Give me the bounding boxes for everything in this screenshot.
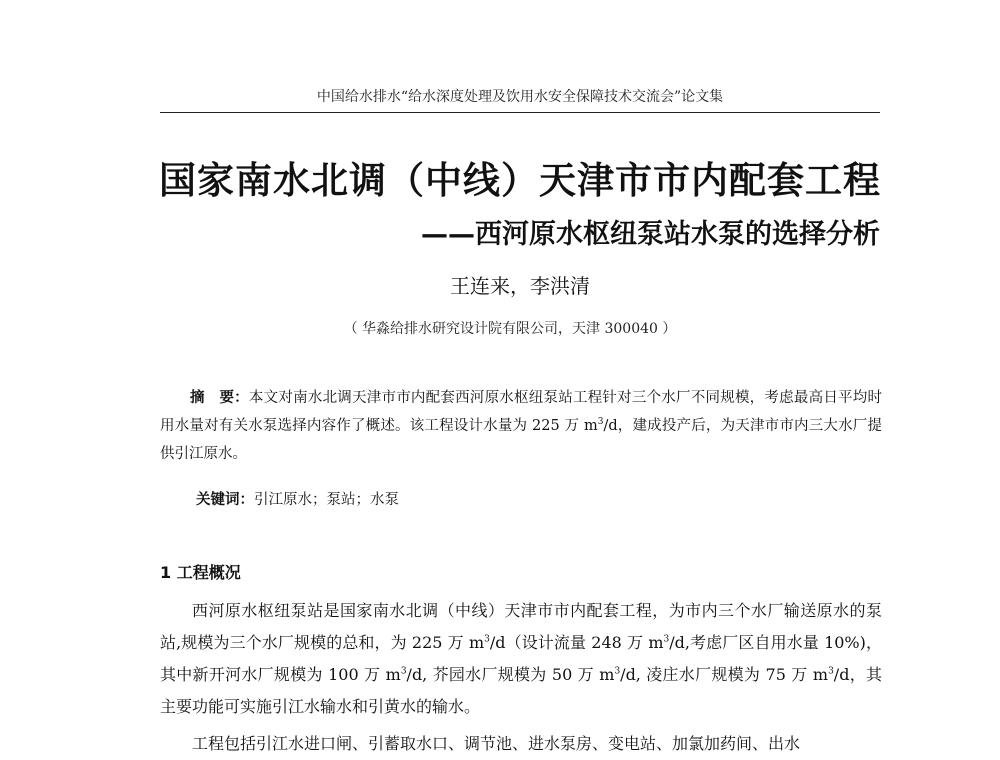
paper-subtitle: ——西河原水枢纽泵站水泵的选择分析 — [421, 219, 880, 250]
affiliation: （ 华淼给排水研究设计院有限公司，天津 300040 ） — [343, 321, 677, 337]
abstract-text-2: /d，建成投产后，为天津市市内三大水厂提供引江原水。 — [160, 418, 882, 462]
section-heading: 1 工程概况 — [160, 563, 241, 582]
abstract — [160, 384, 882, 468]
para-seg-6: /d，其主要功能可实施引江水输水和引黄水的输水。 — [160, 665, 882, 716]
abstract-sup: 3 — [597, 417, 604, 428]
keywords-label: 关键词： — [196, 492, 254, 508]
cut-off-paragraph: 工程包括引江水进口闸、引蓄取水口、调节池、进水泵房、变电站、加氯加药间、出水 — [192, 734, 801, 753]
para-seg-5: /d, 凌庄水厂规模为 75 万 m — [620, 665, 829, 684]
sup-5: 3 — [828, 666, 834, 677]
abstract-text-1: 本文对南水北调天津市市内配套西河原水枢纽泵站工程针对三个水厂不同规模，考虑最高日平均时用水量对有关水泵选择内容作了概述。该工程设计水量为 225 万 m — [160, 390, 883, 434]
section-paragraph — [160, 595, 882, 723]
paper-title: 国家南水北调（中线）天津市市内配套工程 — [159, 159, 881, 202]
sup-2: 3 — [663, 634, 670, 645]
authors: 王连来，李洪清 — [450, 274, 590, 298]
keywords — [196, 488, 399, 509]
sup-4: 3 — [614, 666, 621, 677]
sup-3: 3 — [400, 666, 407, 677]
sup-1: 3 — [484, 634, 490, 645]
para-seg-1: 西河原水枢纽泵站是国家南水北调（中线）天津市市内配套工程，为市内三个水厂输送原水的泵站,规模为三个水厂规模的总和，为 225 万 m — [160, 601, 882, 652]
proceedings-header: 中国给水排水“给水深度处理及饮用水安全保障技术交流会”论文集 — [160, 86, 880, 113]
para-seg-2: /d（设计流量 248 万 m — [489, 633, 664, 652]
para-seg-4: /d, 芥园水厂规模为 50 万 m — [406, 665, 615, 684]
abstract-label: 摘 要： — [190, 390, 249, 406]
keywords-text: 引江原水；泵站；水泵 — [254, 492, 399, 508]
para-seg-3: /d,考虑厂区自用水量 10%)，其中新开河水厂规模为 100 万 m — [160, 633, 882, 684]
